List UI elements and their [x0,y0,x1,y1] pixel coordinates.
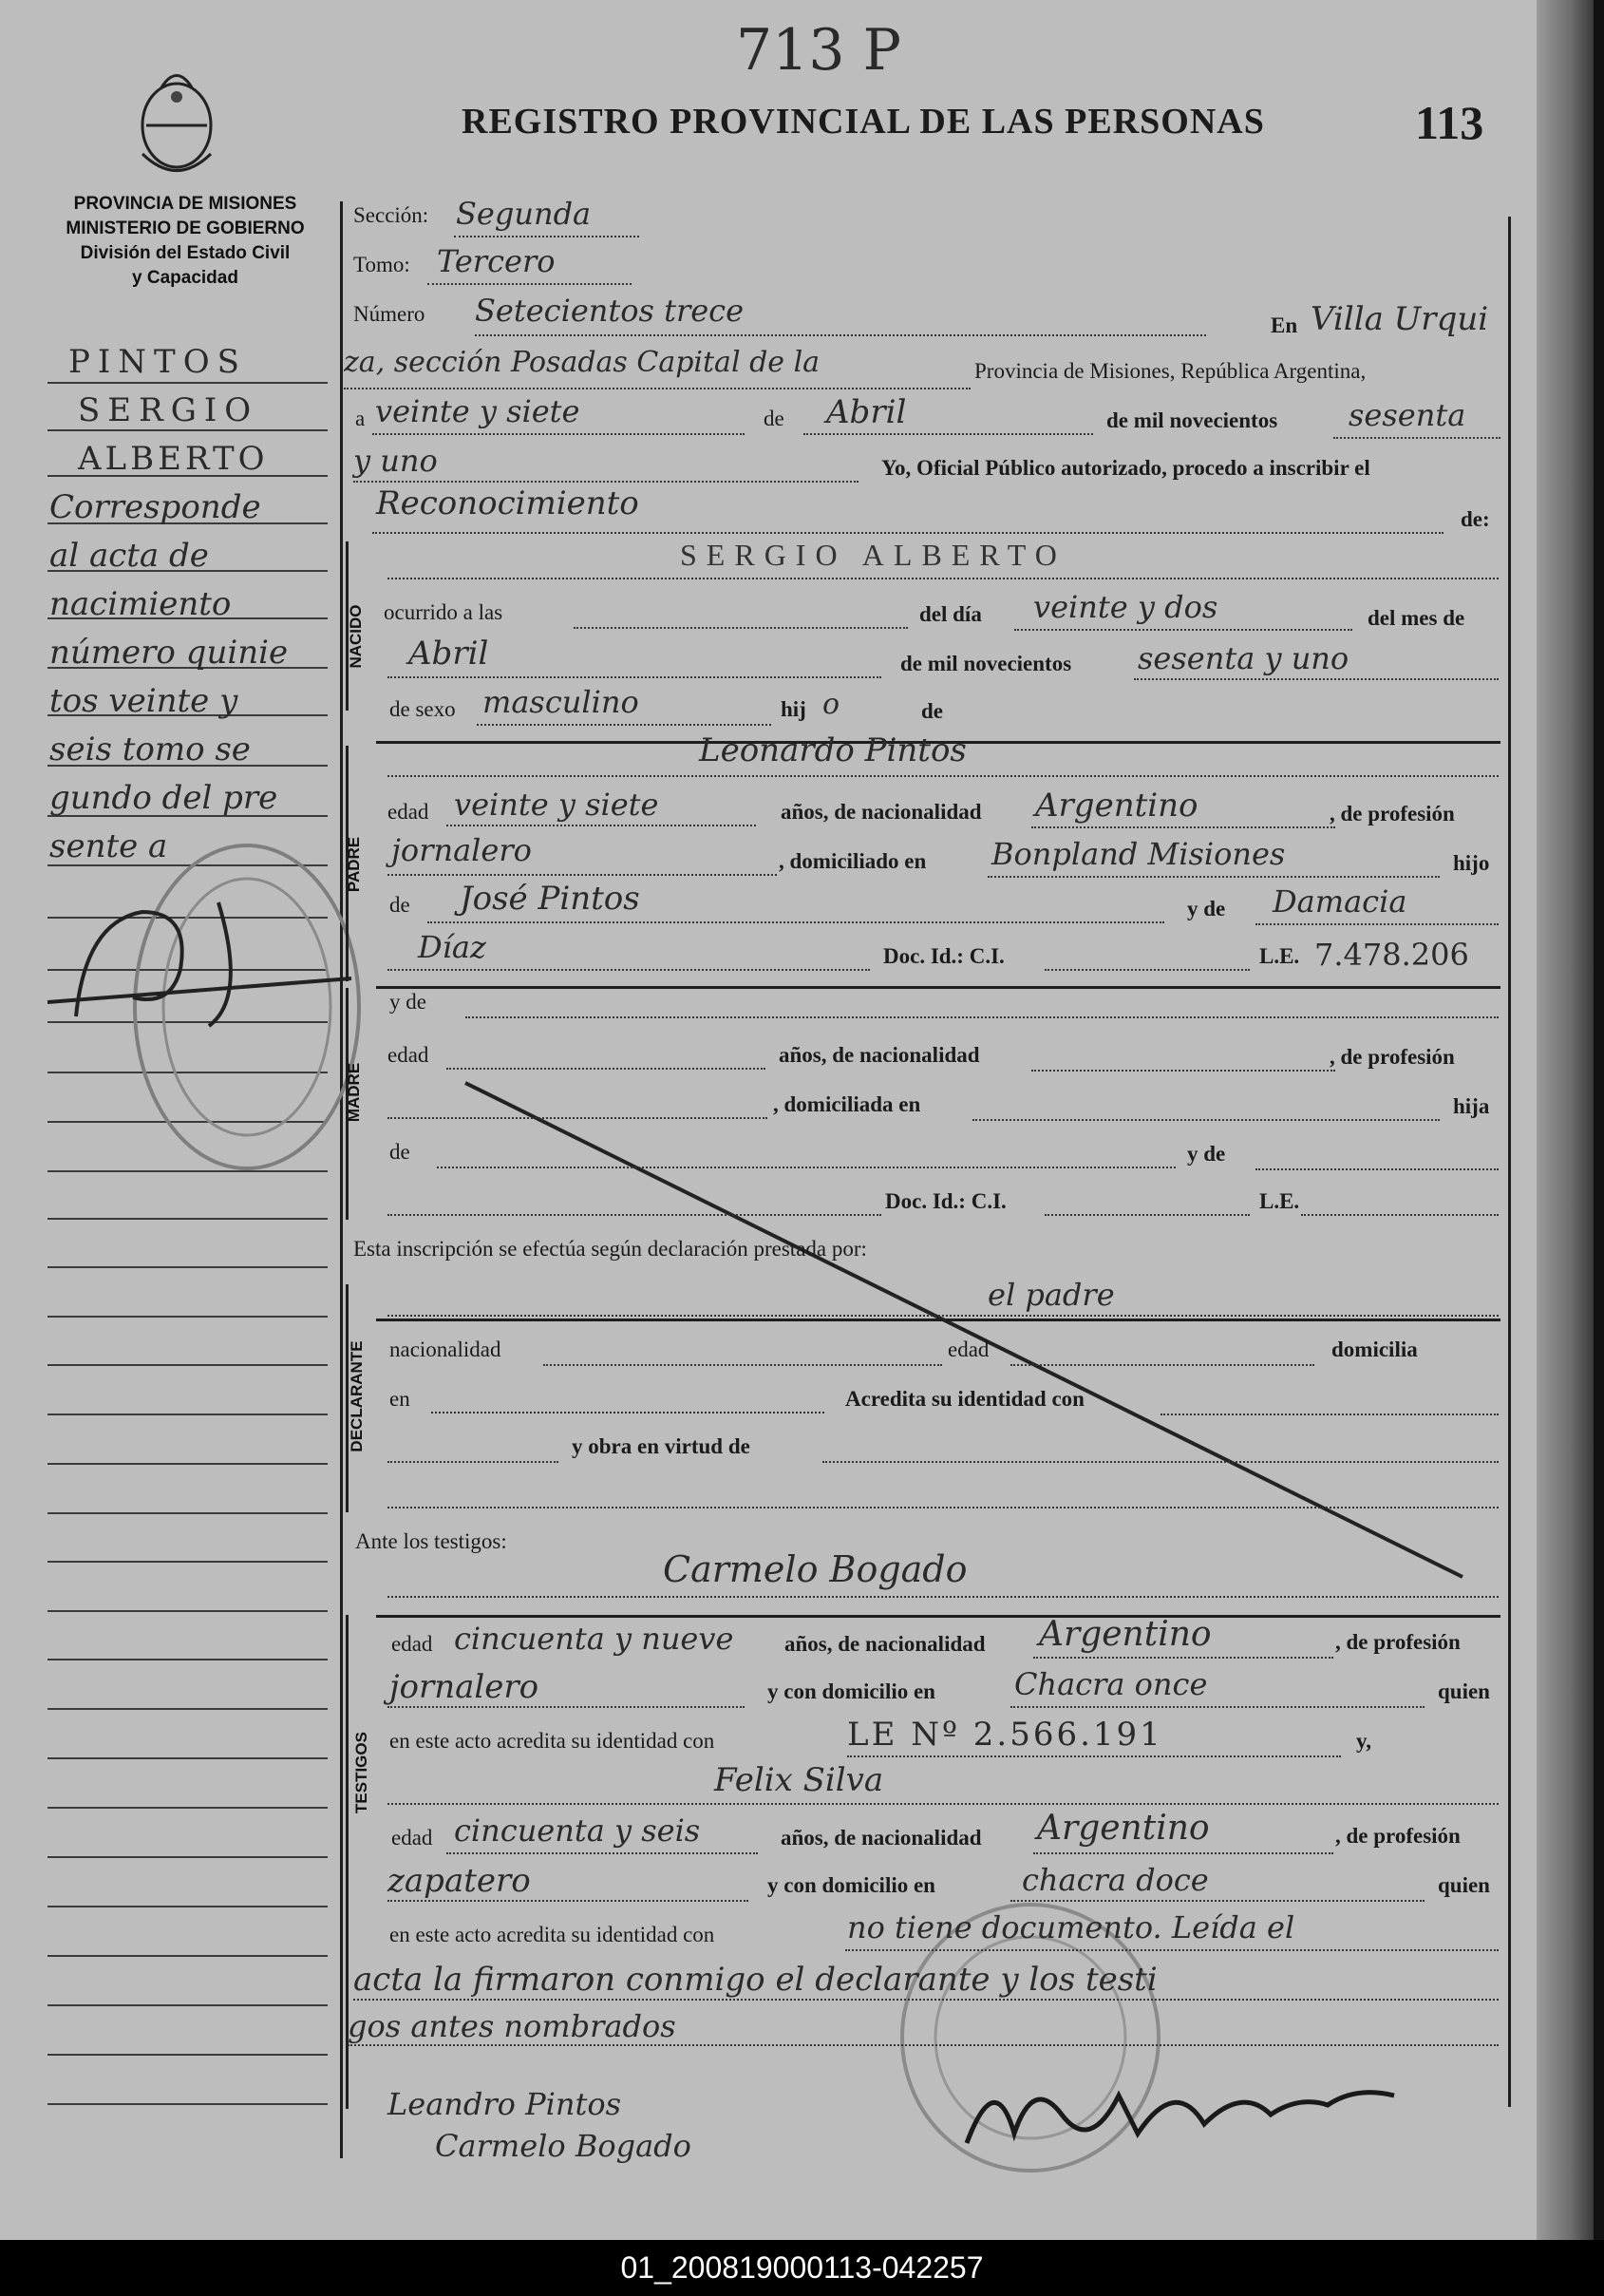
tomo-value: Tercero [437,243,556,279]
testigo2-name: Felix Silva [714,1761,884,1799]
margin-line [47,2103,328,2105]
margin-line [47,1757,328,1759]
inscripcion-text: Esta inscripción se efectúa según declaración prestada por: [353,1237,867,1261]
t1-doc-line [847,1755,1341,1757]
y-obra-label: y obra en virtud de [572,1434,750,1458]
margin-note-line: seis tomo se [49,731,251,768]
t2-prof-value: zapatero [387,1862,531,1900]
madre-edad-line [446,1068,765,1070]
t1-edad-label: edad [391,1632,433,1656]
closing-line-1-rule [353,1999,1499,2001]
hija-label: hija [1453,1094,1490,1118]
ocurrido-label: ocurrido a las [384,600,503,624]
margin-line [47,1906,328,1907]
decl-cont-line [387,1461,558,1463]
lugar-line [344,388,971,389]
margin-note-line: al acta de [49,537,209,575]
coat-of-arms-emblem [133,59,220,182]
tomo-label: Tomo: [353,253,410,276]
decl-extra-line [387,1507,1499,1509]
margin-line [47,1512,328,1514]
declarante-line [387,1315,1499,1317]
hora-line [574,627,908,629]
t1-prof-value: jornalero [389,1668,539,1706]
t1-acredita-label: en este acto acredita su identidad con [389,1729,715,1753]
abuela-cont: Díaz [418,929,486,965]
decl-dom-line [431,1412,824,1414]
margin-note-line: sente a [49,827,168,865]
abuelo-value: José Pintos [460,880,640,918]
de2-label: de [921,699,943,723]
madre-line [465,1016,1499,1018]
anio-continuation: y uno [353,443,438,479]
madre-dom-line [972,1119,1440,1121]
numero-line [475,334,1206,336]
margin-line [47,1610,328,1612]
seccion-value: Segunda [456,196,592,232]
t2-quien-label: quien [1438,1873,1490,1897]
file-id-footer: 01_200819000113-042257 [0,2240,1604,2296]
t1-nac-line [1033,1657,1333,1659]
t1-y-label: y, [1356,1729,1371,1753]
domiciliada-label: , domiciliada en [773,1092,921,1116]
closing-line-2-rule [348,2044,1499,2046]
acto-line [372,532,1444,534]
doc-id2-label: Doc. Id.: C.I. [885,1189,1007,1213]
a-label: a [355,407,366,430]
padre-nac-value: Argentino [1035,787,1198,825]
testigo1-line [387,1596,1499,1598]
padre-prof-line [387,874,777,876]
padre-nac-label: años, de nacionalidad [781,800,982,824]
margin-line [47,1955,328,1957]
dia-nac-value: veinte y dos [1033,589,1218,625]
dia-nac-line [1014,629,1352,631]
abuela-cont-line [387,969,870,971]
decl-nac-line [543,1364,942,1366]
padre-label: PADRE [345,836,363,893]
inscripto-line [387,578,1499,579]
t1-edad-value: cincuenta y nueve [454,1621,734,1657]
madre-prof-label: , de profesión [1330,1045,1455,1069]
numero-label: Número [353,302,425,326]
margin-note-line: número quinie [49,634,289,672]
en2-label: en [389,1387,410,1411]
anio-line [1333,437,1500,439]
anio-value: sesenta [1349,397,1466,433]
lugar-value: Villa Urqui [1311,300,1489,338]
signature-official [957,2058,1413,2162]
declarante-label: DECLARANTE [348,1340,366,1452]
decl-obra-line [822,1461,1499,1463]
de-colon-label: de: [1461,507,1490,531]
margin-note-line: nacimiento [49,585,232,623]
inscripto-name: SERGIO ALBERTO [680,538,1066,572]
margin-note-line: ALBERTO [78,440,269,478]
t2-prof-label: , de profesión [1335,1824,1461,1848]
padre-dom-line [988,876,1440,878]
y-de-label: y de [1187,897,1226,920]
acredita-label: Acredita su identidad con [845,1387,1085,1411]
sexo-line [477,724,771,726]
t2-dom-value: chacra doce [1022,1862,1209,1898]
ministry-line: MINISTERIO DE GOBIERNO [66,218,305,238]
margin-line [47,1708,328,1710]
nacionalidad-label: nacionalidad [389,1338,501,1361]
numero-value: Setecientos trece [475,293,745,329]
le2-label: L.E. [1259,1189,1300,1213]
testigo1-name: Carmelo Bogado [663,1548,968,1590]
t2-dom-line [1010,1900,1425,1902]
margin-note-line: gundo del pre [49,779,278,817]
abuelo-line [427,921,1164,923]
anio-cont-line [353,481,859,483]
margin-line [47,1218,328,1220]
hij-suffix: o [822,688,840,721]
ante-testigos-label: Ante los testigos: [355,1529,507,1553]
margin-note-line: tos veinte y [49,682,238,720]
capacity-line: y Capacidad [132,268,238,288]
declarante-value: el padre [988,1277,1115,1313]
acto-value: Reconocimiento [376,484,639,522]
t1-anos-label: años, de nacionalidad [784,1632,986,1656]
testigos-divider [376,1615,1500,1618]
padre-le-value: 7.478.206 [1314,937,1469,973]
margin-note [49,338,288,871]
testigo2-line [387,1803,1499,1805]
declarante-divider [376,1319,1500,1321]
hij-label: hij [781,697,806,721]
mes-line [803,433,1093,435]
margin-line [47,1316,328,1318]
lugar-continuation: za, sección Posadas Capital de la [344,346,821,379]
signature-carmelo-bogado: Carmelo Bogado [435,2128,691,2164]
doc-id-label: Doc. Id.: C.I. [883,944,1005,968]
margin-line [47,2054,328,2056]
padre-name: Leonardo Pintos [699,731,967,769]
padre-edad-line [446,825,756,826]
t1-dom-line [1010,1706,1425,1708]
anio-nac-line [1134,678,1499,680]
page-title: REGISTRO PROVINCIAL DE LAS PERSONAS [462,102,1265,142]
margin-line [47,1807,328,1809]
de3-label: de [389,893,410,917]
edad3-label: edad [948,1338,990,1361]
mes-value: Abril [826,393,907,431]
madre-nac-label: años, de nacionalidad [779,1043,980,1067]
cancellation-line [456,1073,1481,1586]
right-border [1508,217,1511,2107]
le2-line [1301,1214,1499,1216]
domiciliado-label: , domiciliado en [779,849,927,873]
madre-edad-label: edad [387,1043,429,1067]
t2-doc-line [845,1949,1499,1951]
hijo-label: hijo [1453,851,1490,875]
dia-line [372,433,745,435]
margin-line [47,1856,328,1858]
book-binding [1537,0,1594,2240]
ci2-line [1045,1214,1250,1216]
margin-line [47,1266,328,1268]
madre-nac-line [1031,1070,1335,1072]
abuela-value: Damacia [1273,883,1407,920]
t2-edad-line [446,1852,758,1854]
anio-nac-value: sesenta y uno [1138,640,1349,676]
margin-line [47,1414,328,1415]
t1-prof-label: , de profesión [1335,1630,1461,1654]
t2-anos-label: años, de nacionalidad [781,1826,982,1850]
del-mes-label: del mes de [1368,606,1465,630]
seccion-label: Sección: [353,203,429,227]
signature-leandro-pintos: Leandro Pintos [387,2086,622,2122]
t1-quien-label: quien [1438,1679,1490,1703]
margin-note-line: PINTOS [68,343,247,381]
closing-line-1: acta la firmaron conmigo el declarante y los testi [353,1961,1158,1999]
nacido-label: NACIDO [347,604,365,669]
decl-doc-line [1161,1414,1499,1415]
closing-line-2: gos antes nombrados [348,2008,676,2044]
t2-prof-line [387,1900,748,1902]
madre-cont-line [387,1214,881,1216]
margin-line [47,1463,328,1465]
yo-oficial-text: Yo, Oficial Público autorizado, procedo a inscribir el [881,456,1370,480]
madre-madre-line [1255,1168,1499,1170]
domicilia-label: domicilia [1331,1338,1418,1361]
madre-padres-line [437,1167,1176,1168]
t1-nac-value: Argentino [1039,1615,1212,1654]
t2-nac-value: Argentino [1037,1809,1210,1848]
province-line: PROVINCIA DE MISIONES [73,194,297,214]
decl-edad-line [1010,1364,1314,1366]
t2-acredita-label: en este acto acredita su identidad con [389,1923,715,1946]
t1-dom-label: y con domicilio en [767,1679,935,1703]
margin-line [47,1659,328,1660]
margin-signature-mark [28,883,361,1035]
padre-edad-value: veinte y siete [454,787,659,823]
t2-doc-value: no tiene documento. Leída el [847,1909,1295,1945]
y-de3-label: y de [1187,1142,1226,1166]
t1-doc-value: LE Nº 2.566.191 [847,1716,1163,1754]
t2-edad-value: cincuenta y seis [454,1812,701,1849]
sexo-label: de sexo [389,697,456,721]
padre-dom-value: Bonpland Misiones [991,836,1286,872]
sexo-value: masculino [482,684,639,720]
margin-note-line: SERGIO [78,391,259,429]
page-number: 113 [1415,96,1484,149]
margin-line [47,1364,328,1366]
testigos-label: TESTIGOS [352,1732,370,1813]
margin-line [47,1561,328,1563]
t2-edad-label: edad [391,1826,433,1850]
mil-novecientos-label: de mil novecientos [1106,408,1278,432]
madre-prof-line [387,1117,767,1119]
seccion-line [454,236,639,237]
dia-value: veinte y siete [375,393,580,429]
t1-dom-value: Chacra once [1014,1666,1208,1702]
de-label: de [764,407,784,430]
margin-line [47,2004,328,2006]
padre-line [387,775,1499,777]
mil-novecientos2-label: de mil novecientos [900,652,1072,675]
division-line: División del Estado Civil [80,243,291,263]
padre-prof-label: , de profesión [1330,802,1455,825]
madre-y-de-label: y de [389,990,426,1014]
margin-note-line: Corresponde [49,488,261,526]
t2-nac-line [1033,1852,1333,1854]
de4-label: de [389,1140,410,1164]
t2-dom-label: y con domicilio en [767,1873,935,1897]
province-heading [38,192,332,291]
en-label: En [1271,313,1298,337]
tomo-line [427,283,632,285]
mes-nac-line [387,676,881,678]
abuela-line [1255,923,1499,925]
padre-edad-label: edad [387,800,429,824]
reference-number: 713 P [736,17,901,84]
ci-line [1045,969,1250,971]
le-label: L.E. [1259,944,1300,968]
mes-nac-value: Abril [408,635,489,673]
del-dia-label: del día [919,602,982,626]
padre-prof-value: jornalero [391,832,532,868]
madre-label: MADRE [345,1062,363,1123]
provincia-text: Provincia de Misiones, República Argentina, [974,359,1367,383]
madre-divider [376,986,1500,989]
padre-nac-line [1031,826,1335,828]
t1-prof-line [387,1706,745,1708]
